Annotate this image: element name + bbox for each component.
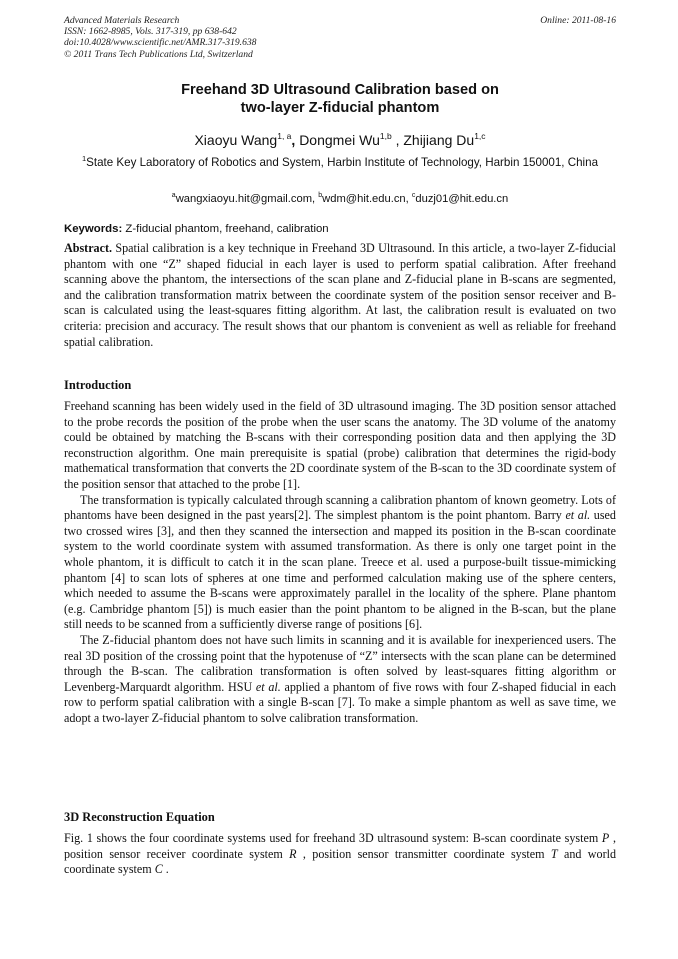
journal-name: Advanced Materials Research — [64, 15, 180, 26]
author-1-name: Xiaoyu Wang — [194, 132, 278, 148]
symbol-p: P — [601, 831, 610, 845]
symbol-r: R — [289, 846, 297, 861]
author-separator: , — [391, 132, 404, 148]
symbol-c: C — [154, 862, 163, 877]
intro-p3-text-a: The Z-fiducial phantom does not have such limits in scanning and it is available for inexperienced users. The real 3D position of the crossing point that the hypotenuse of “Z” intersects with the scan plane can be determined through the B-scan. The calibration transformation is often solved by least-squares fitting algorithm or Levenberg-Marquardt algorithm. HSU — [64, 632, 616, 694]
copyright-line: © 2011 Trans Tech Publications Ltd, Switzerland — [64, 48, 253, 60]
recon-text-5: . — [162, 862, 169, 877]
author-3-sup: 1,c — [474, 131, 486, 141]
email-b-sup: b — [318, 192, 323, 199]
author-separator: , — [291, 132, 300, 148]
affiliation-text: State Key Laboratory of Robotics and System, Harbin Institute of Technology, Harbin 150001, China — [86, 156, 599, 169]
introduction-heading: Introduction — [64, 378, 132, 392]
author-2-sup: 1,b — [379, 131, 392, 141]
keywords-text: Z-fiducial phantom, freehand, calibration — [122, 223, 329, 235]
reconstruction-paragraph — [64, 831, 616, 878]
author-2-name: Dongmei Wu — [299, 132, 380, 148]
author-3-name: Zhijiang Du — [403, 132, 475, 148]
reconstruction-body — [64, 831, 616, 878]
recon-text-4: and world coordinate system — [64, 846, 617, 877]
recon-text-1: Fig. 1 shows the four coordinate systems used for freehand 3D ultrasound system: B-scan coordinate system — [64, 831, 602, 845]
title-line-2: two-layer Z-fiducial phantom — [240, 100, 440, 116]
online-date: Online: 2011-08-16 — [540, 15, 616, 26]
author-list — [64, 131, 616, 149]
recon-text-2: , position sensor receiver coordinate system — [64, 831, 617, 861]
keywords — [64, 222, 616, 236]
email-a: wangxiaoyu.hit@gmail.com, — [175, 193, 319, 205]
abstract-label: Abstract. — [64, 241, 113, 255]
paper-title — [64, 81, 616, 117]
intro-p2-text-b: used two crossed wires [3], and then they scanned the intersection and mapped its position in the B-scan coordinate system to the world coordinate system with assumed transformation. As there is only one target point in the whole phantom, it is difficult to catch it in the scan plane. Treece et al. used a purpose-built tissue-mimicking phantom [4] to scan lots of spheres at one time and performed calculation making use of the sphere centers, which needed to assume the B-scans were approximately parallel in the locality of the sphere. Plane phantom (e.g. Cambridge phantom [5]) is much easier than the point phantom to be aligned in the B-scan, but the plane still needs to be scanned from a sufficiently diverse range of positions [6]. — [64, 508, 616, 632]
intro-p2-text-a: The transformation is typically calculated through scanning a calibration phantom of known geometry. Lots of phantoms have been designed in the past years[2]. The simplest phantom is the point phantom. Barry — [64, 492, 616, 523]
affiliation — [72, 155, 608, 171]
symbol-t: T — [550, 846, 558, 861]
reconstruction-heading: 3D Reconstruction Equation — [64, 810, 215, 824]
intro-p3-text-b: applied a phantom of five rows with four Z-shaped fiducial in each row to perform spatial calibration with a single B-scan [7]. To make a simple phantom as well as save time, we adopt a two-layer Z-fiducial phantom to solve calibration transformation. — [64, 679, 616, 725]
abstract-text: Spatial calibration is a key technique in Freehand 3D Ultrasound. In this article, a two-layer Z-fiducial phantom with one “Z” shaped fiducial in each layer is used to perform spatial calibration. After freehand scanning above the phantom, the intersections of the scan plane and Z-fiducial plane in B-scans are segmented, and the calibration transformation matrix between the coordinate system of the position sensor receiver and B-scan is calculated using the least-squares fitting algorithm. At last, the calibration result is evaluated on two criteria: precision and accuracy. The result shows that our phantom is convenient as well as reliable for freehand spatial calibration. — [64, 241, 616, 349]
author-1-sup: 1, a — [277, 131, 292, 141]
intro-p3-etal: et al. — [255, 679, 281, 694]
email-c-sup: c — [411, 192, 416, 199]
introduction-body — [64, 399, 616, 726]
email-c: duzj01@hit.edu.cn — [415, 193, 509, 205]
issn-line: ISSN: 1662-8985, Vols. 317-319, pp 638-642 — [64, 26, 237, 38]
email-b: wdm@hit.edu.cn, — [322, 193, 412, 205]
journal-header — [64, 15, 616, 60]
intro-paragraph-2 — [64, 493, 616, 633]
keywords-label: Keywords: — [64, 223, 123, 235]
email-list — [64, 192, 616, 206]
recon-text-3: , position sensor transmitter coordinate system — [296, 846, 551, 861]
title-line-1: Freehand 3D Ultrasound Calibration based on — [181, 82, 499, 98]
intro-paragraph-1: Freehand scanning has been widely used in the field of 3D ultrasound imaging. The 3D position sensor attached to the probe records the position of the probe when the user scans the anatomy. The 3D volume of the anatomy could be obtained by matching the B-scans with their corresponding position data and then applying the 3D reconstruction algorithm. One main prerequisite is spatial (probe) calibration that determines the rigid-body mathematical transformation that converts the 2D coordinate system of the B-scan to the 3D coordinate system of the position sensor that attached to the probe [1]. — [64, 399, 616, 491]
affiliation-sup: 1 — [81, 154, 87, 163]
intro-p2-etal: et al. — [565, 508, 591, 523]
abstract — [64, 241, 616, 350]
email-a-sup: a — [171, 192, 176, 199]
doi-line: doi:10.4028/www.scientific.net/AMR.317-319.638 — [64, 37, 257, 49]
intro-paragraph-3 — [64, 633, 616, 727]
